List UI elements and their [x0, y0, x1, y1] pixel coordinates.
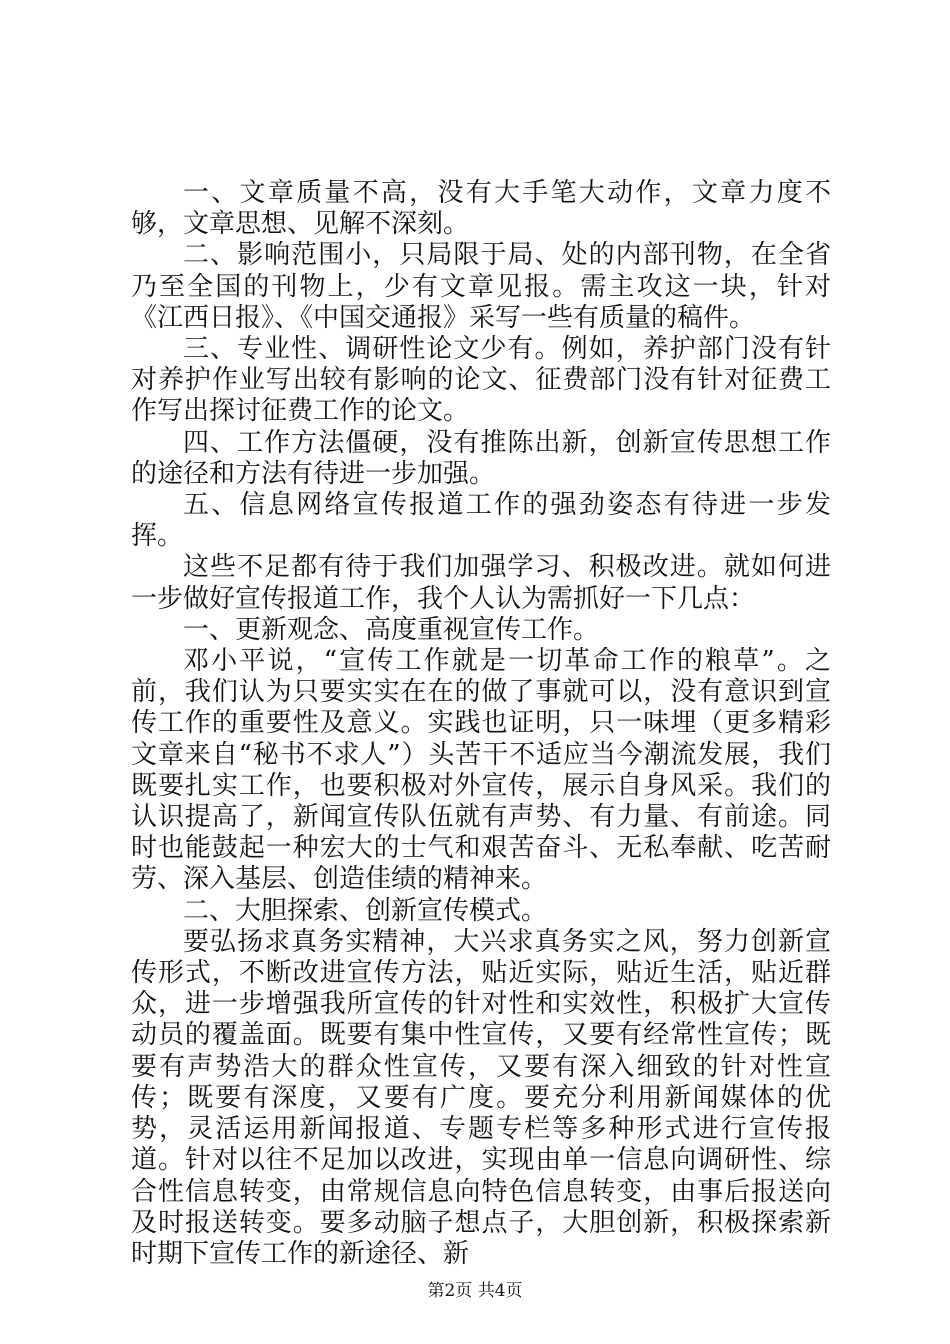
paragraph-3: 三、专业性、调研性论文少有。例如，养护部门没有针对养护作业写出较有影响的论文、征费部门没有针对征费工作写出探讨征费工作的论文。: [131, 334, 831, 427]
paragraph-6: 这些不足都有待于我们加强学习、积极改进。就如何进一步做好宣传报道工作，我个人认为需抓好一下几点：: [131, 552, 831, 614]
paragraph-5: 五、信息网络宣传报道工作的强劲姿态有待进一步发挥。: [131, 490, 831, 552]
paragraph-4: 四、工作方法僵硬，没有推陈出新，创新宣传思想工作的途径和方法有待进一步加强。: [131, 427, 831, 489]
section-heading-1: 一、更新观念、高度重视宣传工作。: [183, 614, 600, 645]
paragraph-8: 邓小平说，“宣传工作就是一切革命工作的粮草”。之前，我们认为只要实实在在的做了事就可以，没有意识到宣传工作的重要性及意义。实践也证明，只一味埋（更多精彩文章来自“秘书不求人”）头苦干不适应当今潮流发展，我们既要扎实工作，也要积极对外宣传，展示自身风采。我们的认识提高了，新闻宣传队伍就有声势、有力量、有前途。同时也能鼓起一种宏大的士气和艰苦奋斗、无私奉献、吃苦耐劳、深入基层、创造佳绩的精神来。: [131, 646, 831, 895]
page-number-footer: 第2页 共4页: [427, 1281, 523, 1301]
paragraph-2: 二、影响范围小，只局限于局、处的内部刊物，在全省乃至全国的刊物上，少有文章见报。需主攻这一块，针对《江西日报》、《中国交通报》采写一些有质量的稿件。: [131, 240, 831, 333]
document-body: [131, 178, 831, 1270]
paragraph-1: 一、文章质量不高，没有大手笔大动作，文章力度不够，文章思想、见解不深刻。: [131, 178, 831, 240]
paragraph-10: 要弘扬求真务实精神，大兴求真务实之风，努力创新宣传形式，不断改进宣传方法，贴近实际，贴近生活，贴近群众，进一步增强我所宣传的针对性和实效性，积极扩大宣传动员的覆盖面。既要有集中性宣传，又要有经常性宣传；既要有声势浩大的群众性宣传，又要有深入细致的针对性宣传；既要有深度，又要有广度。要充分利用新闻媒体的优势，灵活运用新闻报道、专题专栏等多种形式进行宣传报道。针对以往不足加以改进，实现由单一信息向调研性、综合性信息转变，由常规信息向特色信息转变，由事后报送向及时报送转变。要多动脑子想点子，大胆创新，积极探索新时期下宣传工作的新途径、新: [131, 926, 831, 1269]
section-heading-2: 二、大胆探索、创新宣传模式。: [183, 895, 548, 926]
